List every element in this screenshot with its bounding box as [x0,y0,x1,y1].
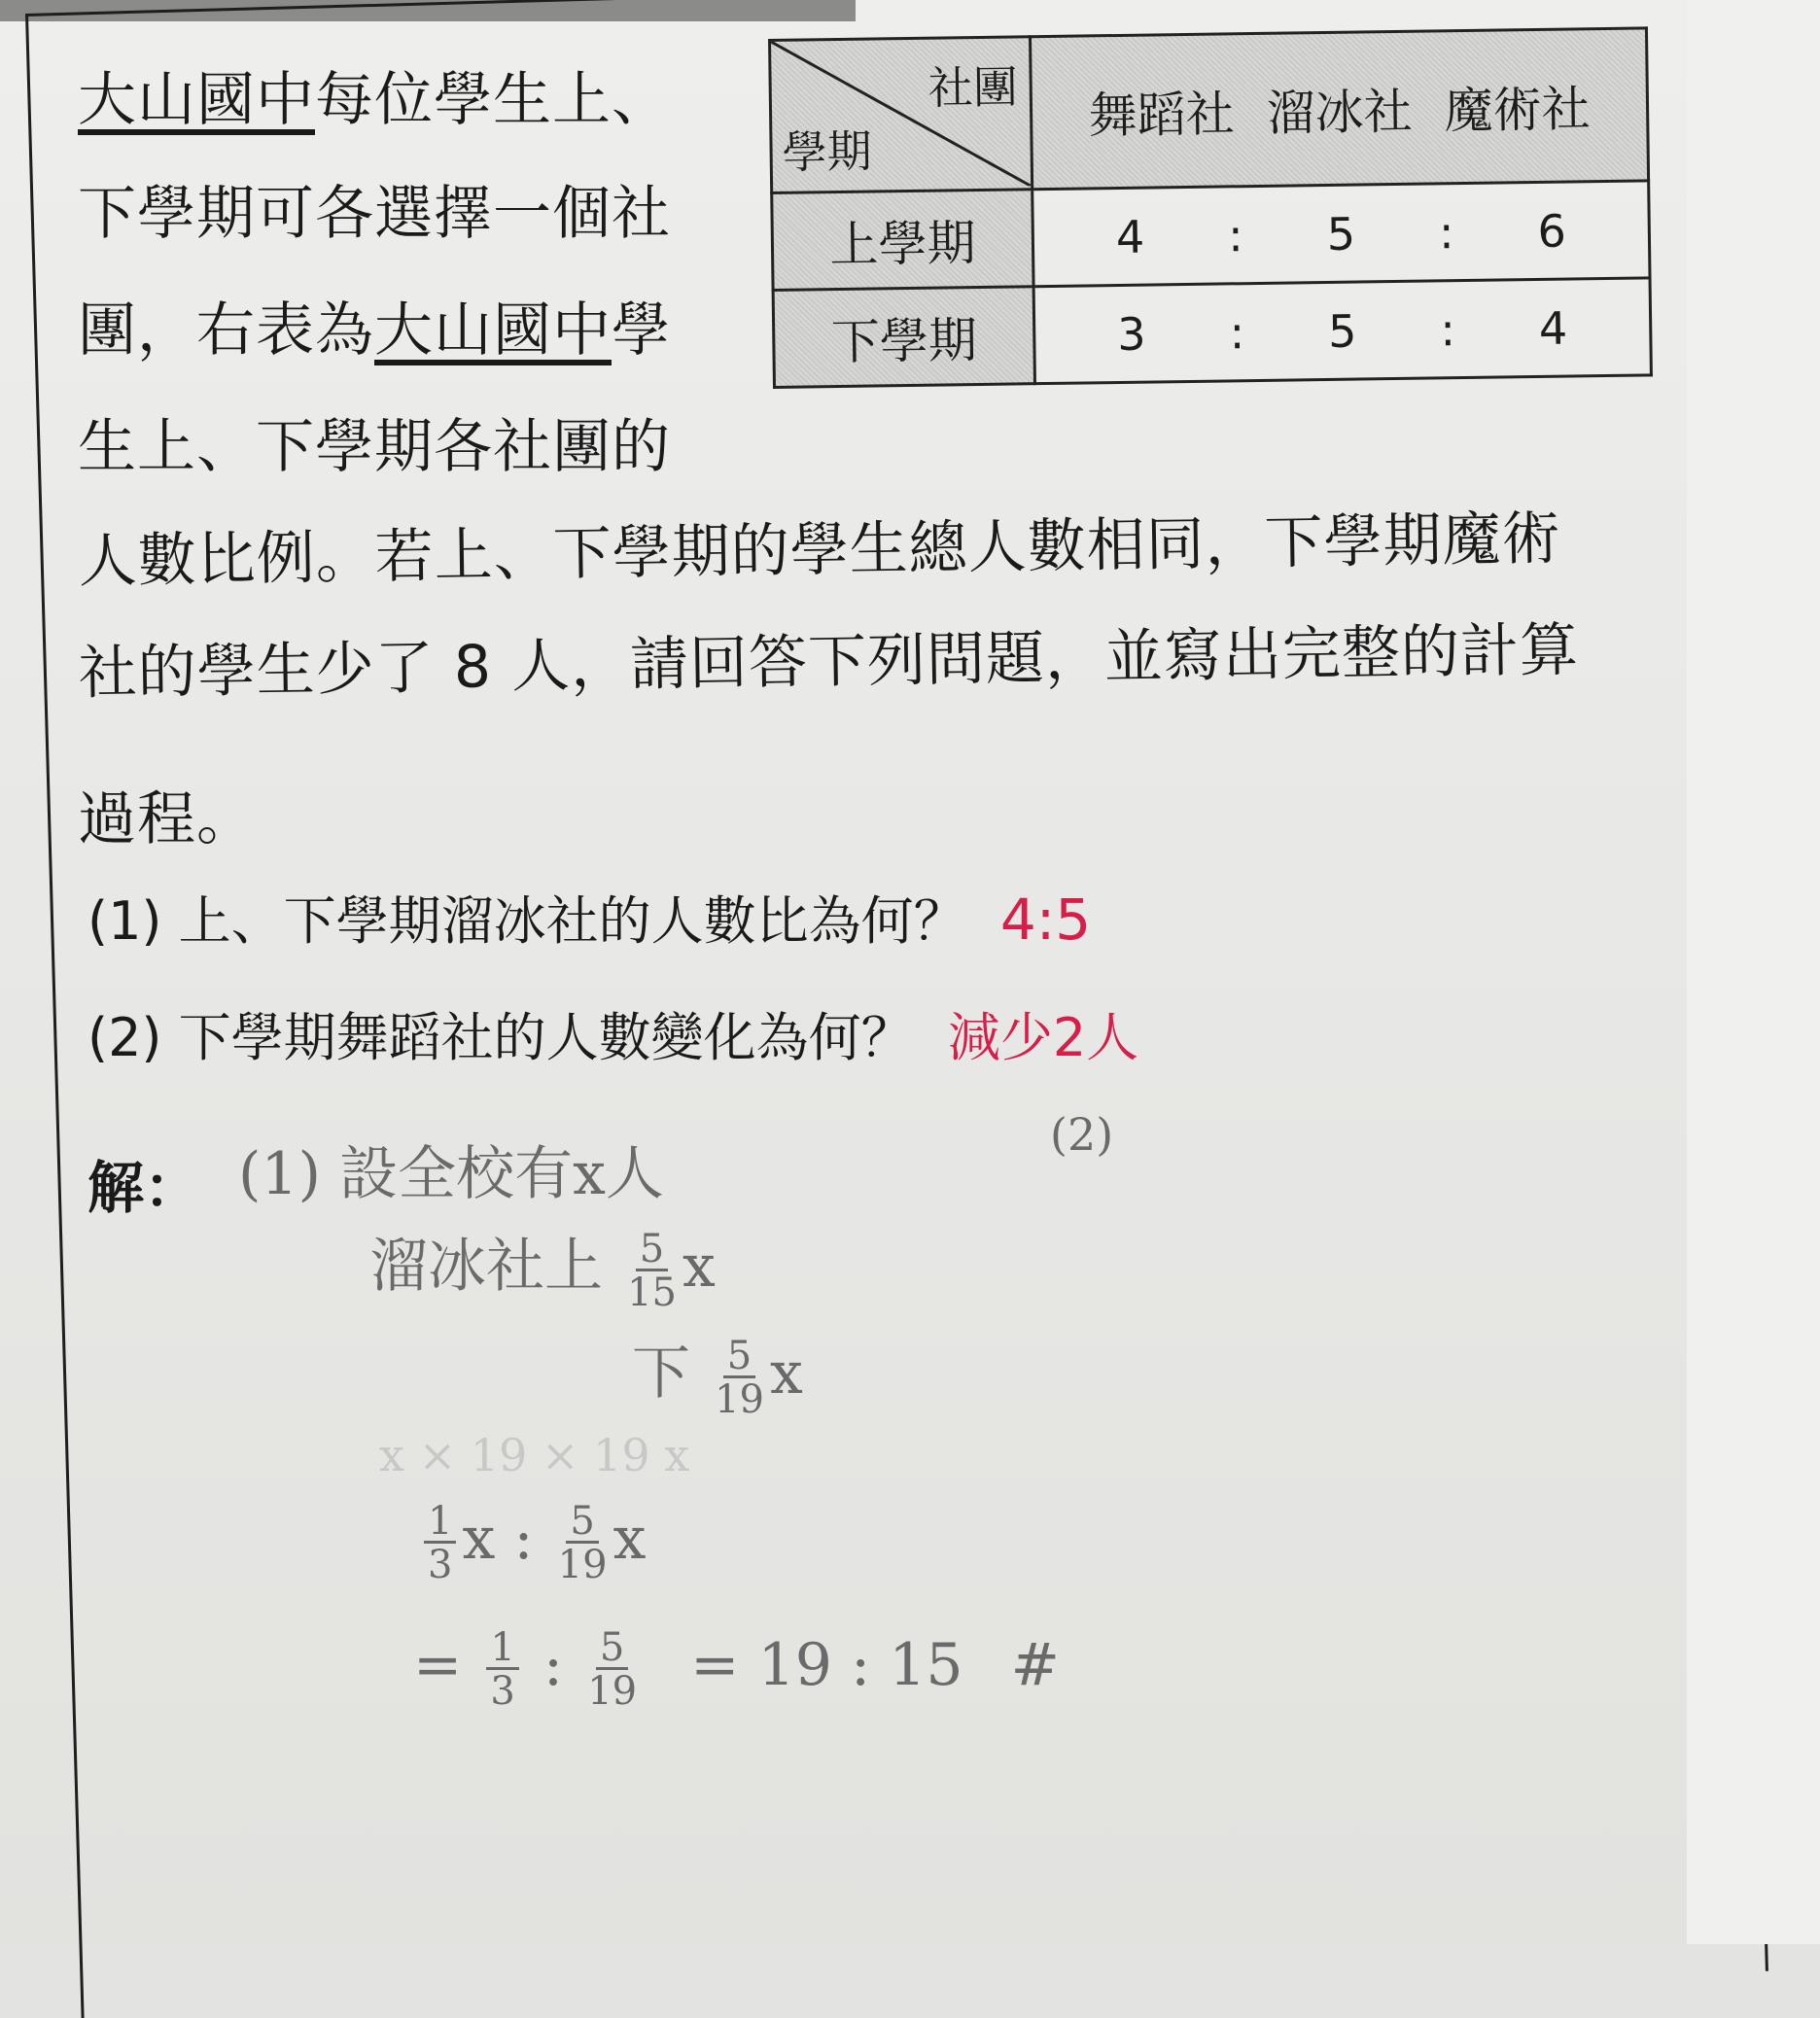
problem-line-1 [78,53,671,137]
skating-first-label: 溜冰社上 [369,1233,603,1301]
table-row [772,181,1650,291]
club-dance: 舞蹈社 [1088,86,1236,145]
row-label-first-term: 上學期 [772,190,1033,291]
problem-line-7: 過程。 [78,785,256,853]
variable-x: x [682,1233,716,1301]
value-dance-second: 3 [1116,307,1146,361]
row-label-second-term: 下學期 [773,287,1034,388]
answer-2: 減少2人 [947,1007,1139,1068]
question-1 [88,880,1091,955]
answer-1: 4:5 [999,887,1092,953]
table-header-row [770,28,1649,193]
ratio-line [418,1499,647,1587]
ratio-colon: : [1440,302,1456,356]
fraction-5-15 [627,1226,677,1315]
row-values-second-term [1033,278,1651,384]
corner-term-label: 學期 [782,124,873,179]
solution-line-assume [238,1128,664,1211]
denominator: 3 [490,1669,515,1714]
table-row [773,278,1651,388]
denominator: 19 [557,1543,608,1587]
ratio-colon: : [1438,205,1454,259]
numerator: 5 [723,1337,755,1378]
table-corner-cell [770,37,1032,193]
assume-text: 設全校有x人 [339,1140,664,1208]
problem-line-3-pre: 團，右表為 [78,296,374,365]
variable-x: x [462,1505,496,1574]
value-dance-first: 4 [1115,210,1145,263]
variable-x: x [769,1340,803,1408]
question-2-text: (2) 下學期舞蹈社的人數變化為何？ [88,1007,914,1068]
denominator: 3 [428,1543,453,1587]
fraction-5-19 [557,1499,608,1587]
value-skating-second: 5 [1327,304,1357,358]
part-1-tag: (1) [238,1140,321,1208]
part-2-tag: (2) [1050,1108,1114,1161]
fraction-5-19 [587,1625,638,1714]
question-2 [88,996,1138,1071]
club-ratio-table [768,26,1653,389]
skating-second-line [632,1327,803,1422]
denominator: 15 [627,1270,677,1315]
problem-line-3 [78,284,671,367]
problem-line-1-rest: 每位學生上、 [315,66,671,134]
school-name-2: 大山國中 [374,296,612,365]
row-values-first-term [1032,181,1650,287]
value-skating-first: 5 [1326,207,1356,261]
problem-line-2: 下學期可各選擇一個社 [78,180,671,248]
numerator: 5 [596,1628,628,1670]
fraction-5-19 [715,1333,764,1422]
ratio-colon: : [1229,305,1245,359]
problem-line-4: 生上、下學期各社團的 [78,413,671,481]
result-line [413,1625,1060,1714]
numerator: 1 [424,1502,456,1544]
corner-club-label: 社團 [928,60,1019,115]
equals-sign: = [413,1631,463,1700]
ratio-colon: : [1227,208,1244,261]
skating-first-line [369,1220,716,1315]
value-magic-second: 4 [1538,301,1568,355]
end-mark: # [1010,1631,1060,1700]
problem-line-5: 人數比例。若上、下學期的學生總人數相同，下學期魔術 [78,504,1562,596]
page-margin [1687,0,1820,1944]
numerator: 5 [566,1502,598,1544]
numerator: 1 [486,1628,518,1670]
club-magic: 魔術社 [1444,81,1591,140]
solution-label: 解： [88,1155,201,1221]
erased-work: x × 19 × 19 x [379,1429,690,1481]
numerator: 5 [636,1230,668,1271]
ratio-colon: : [513,1505,534,1574]
problem-line-6: 社的學生少了 8 人，請回答下列問題，並寫出完整的計算 [78,615,1580,708]
denominator: 19 [587,1669,638,1714]
result-ratio: = 19 : 15 [690,1631,963,1700]
question-1-text: (1) 上、下學期溜冰社的人數比為何？ [88,890,966,952]
fraction-1-3 [486,1625,518,1714]
denominator: 19 [715,1376,764,1422]
problem-line-3-post: 學 [612,296,671,365]
ratio-colon: : [542,1631,564,1700]
school-name: 大山國中 [78,66,315,134]
skating-second-label: 下 [632,1340,690,1408]
fraction-1-3 [424,1499,456,1587]
variable-x: x [612,1505,647,1574]
table-clubs-header [1030,28,1648,190]
value-magic-first: 6 [1537,204,1567,258]
club-skating: 溜冰社 [1266,83,1414,142]
